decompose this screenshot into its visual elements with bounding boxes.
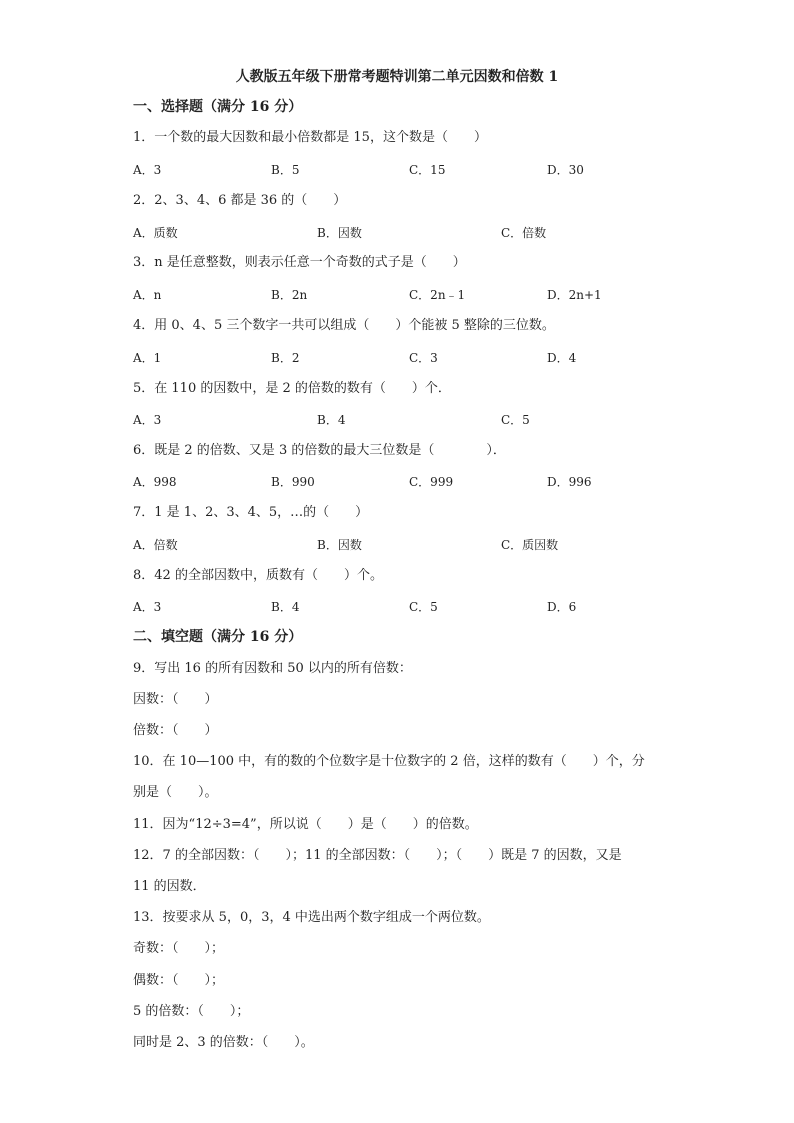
question-1: 1．一个数的最大因数和最小倍数都是 15，这个数是（ ） [133,130,487,145]
question-7: 7．1 是 1、2、3、4、5，…的（ ） [133,505,369,520]
q1-option-b: B．5 [271,163,300,177]
q13-multiple-of-5-line: 5 的倍数：（ ）； [133,1004,250,1019]
q3-option-a: A．n [133,288,162,302]
q9-multiples-line: 倍数：（ ） [133,723,218,738]
q8-option-d: D．6 [547,600,577,614]
question-11: 11．因为“12÷3=4”，所以说（ ）是（ ）的倍数。 [133,817,478,832]
q13-multiple-of-2-and-3-line: 同时是 2、3 的倍数：（ ）。 [133,1035,314,1050]
question-4: 4．用 0、4、5 三个数字一共可以组成（ ）个能被 5 整除的三位数。 [133,318,555,333]
q7-option-b: B．因数 [317,538,362,552]
section-choice-heading: 一、选择题（满分 16 分） [133,99,303,115]
q4-option-c: C．3 [409,351,438,365]
q2-option-a: A．质数 [133,226,178,240]
q5-option-a: A．3 [133,413,162,427]
question-10-line-2: 别是（ ）。 [133,785,218,800]
q8-option-b: B．4 [271,600,300,614]
q4-option-b: B．2 [271,351,300,365]
question-8: 8．42 的全部因数中，质数有（ ）个。 [133,568,383,583]
question-10-line-1: 10．在 10—100 中，有的数的个位数字是十位数字的 2 倍，这样的数有（ ）个，分 [133,754,645,769]
question-13: 13．按要求从 5，0，3，4 中选出两个数字组成一个两位数。 [133,910,490,925]
question-6: 6．既是 2 的倍数、又是 3 的倍数的最大三位数是（ ）． [133,443,506,458]
q8-option-a: A．3 [133,600,162,614]
q8-option-c: C．5 [409,600,438,614]
q1-option-d: D．30 [547,163,584,177]
q7-option-c: C．质因数 [501,538,559,552]
q5-option-b: B．4 [317,413,346,427]
q3-option-b: B．2n [271,288,308,302]
question-12-line-1: 12．7 的全部因数：（ ）；11 的全部因数：（ ）；（ ）既是 7 的因数，又是 [133,848,622,863]
q1-option-c: C．15 [409,163,446,177]
question-5: 5．在 110 的因数中，是 2 的倍数的数有（ ）个． [133,381,451,396]
q3-option-d: D．2n+1 [547,288,602,302]
q1-option-a: A．3 [133,163,162,177]
question-2: 2．2、3、4、6 都是 36 的（ ） [133,193,347,208]
q7-option-a: A．倍数 [133,538,178,552]
q6-option-d: D．996 [547,475,592,489]
q4-option-a: A．1 [133,351,162,365]
document-title: 人教版五年级下册常考题特训第二单元因数和倍数 1 [235,69,559,85]
q13-odd-line: 奇数：（ ）； [133,941,225,956]
question-12-line-2: 11 的因数． [133,879,206,894]
section-fill-heading: 二、填空题（满分 16 分） [133,629,303,645]
q6-option-c: C．999 [409,475,454,489]
q13-even-line: 偶数：（ ）； [133,973,225,988]
q2-option-b: B．因数 [317,226,362,240]
q6-option-b: B．990 [271,475,315,489]
q6-option-a: A．998 [133,475,177,489]
question-3: 3．n 是任意整数，则表示任意一个奇数的式子是（ ） [133,255,466,270]
q5-option-c: C．5 [501,413,530,427]
question-9: 9．写出 16 的所有因数和 50 以内的所有倍数： [133,661,412,676]
q4-option-d: D．4 [547,351,577,365]
q3-option-c: C．2n﹣1 [409,288,466,302]
q9-factors-line: 因数：（ ） [133,692,218,707]
q2-option-c: C．倍数 [501,226,547,240]
